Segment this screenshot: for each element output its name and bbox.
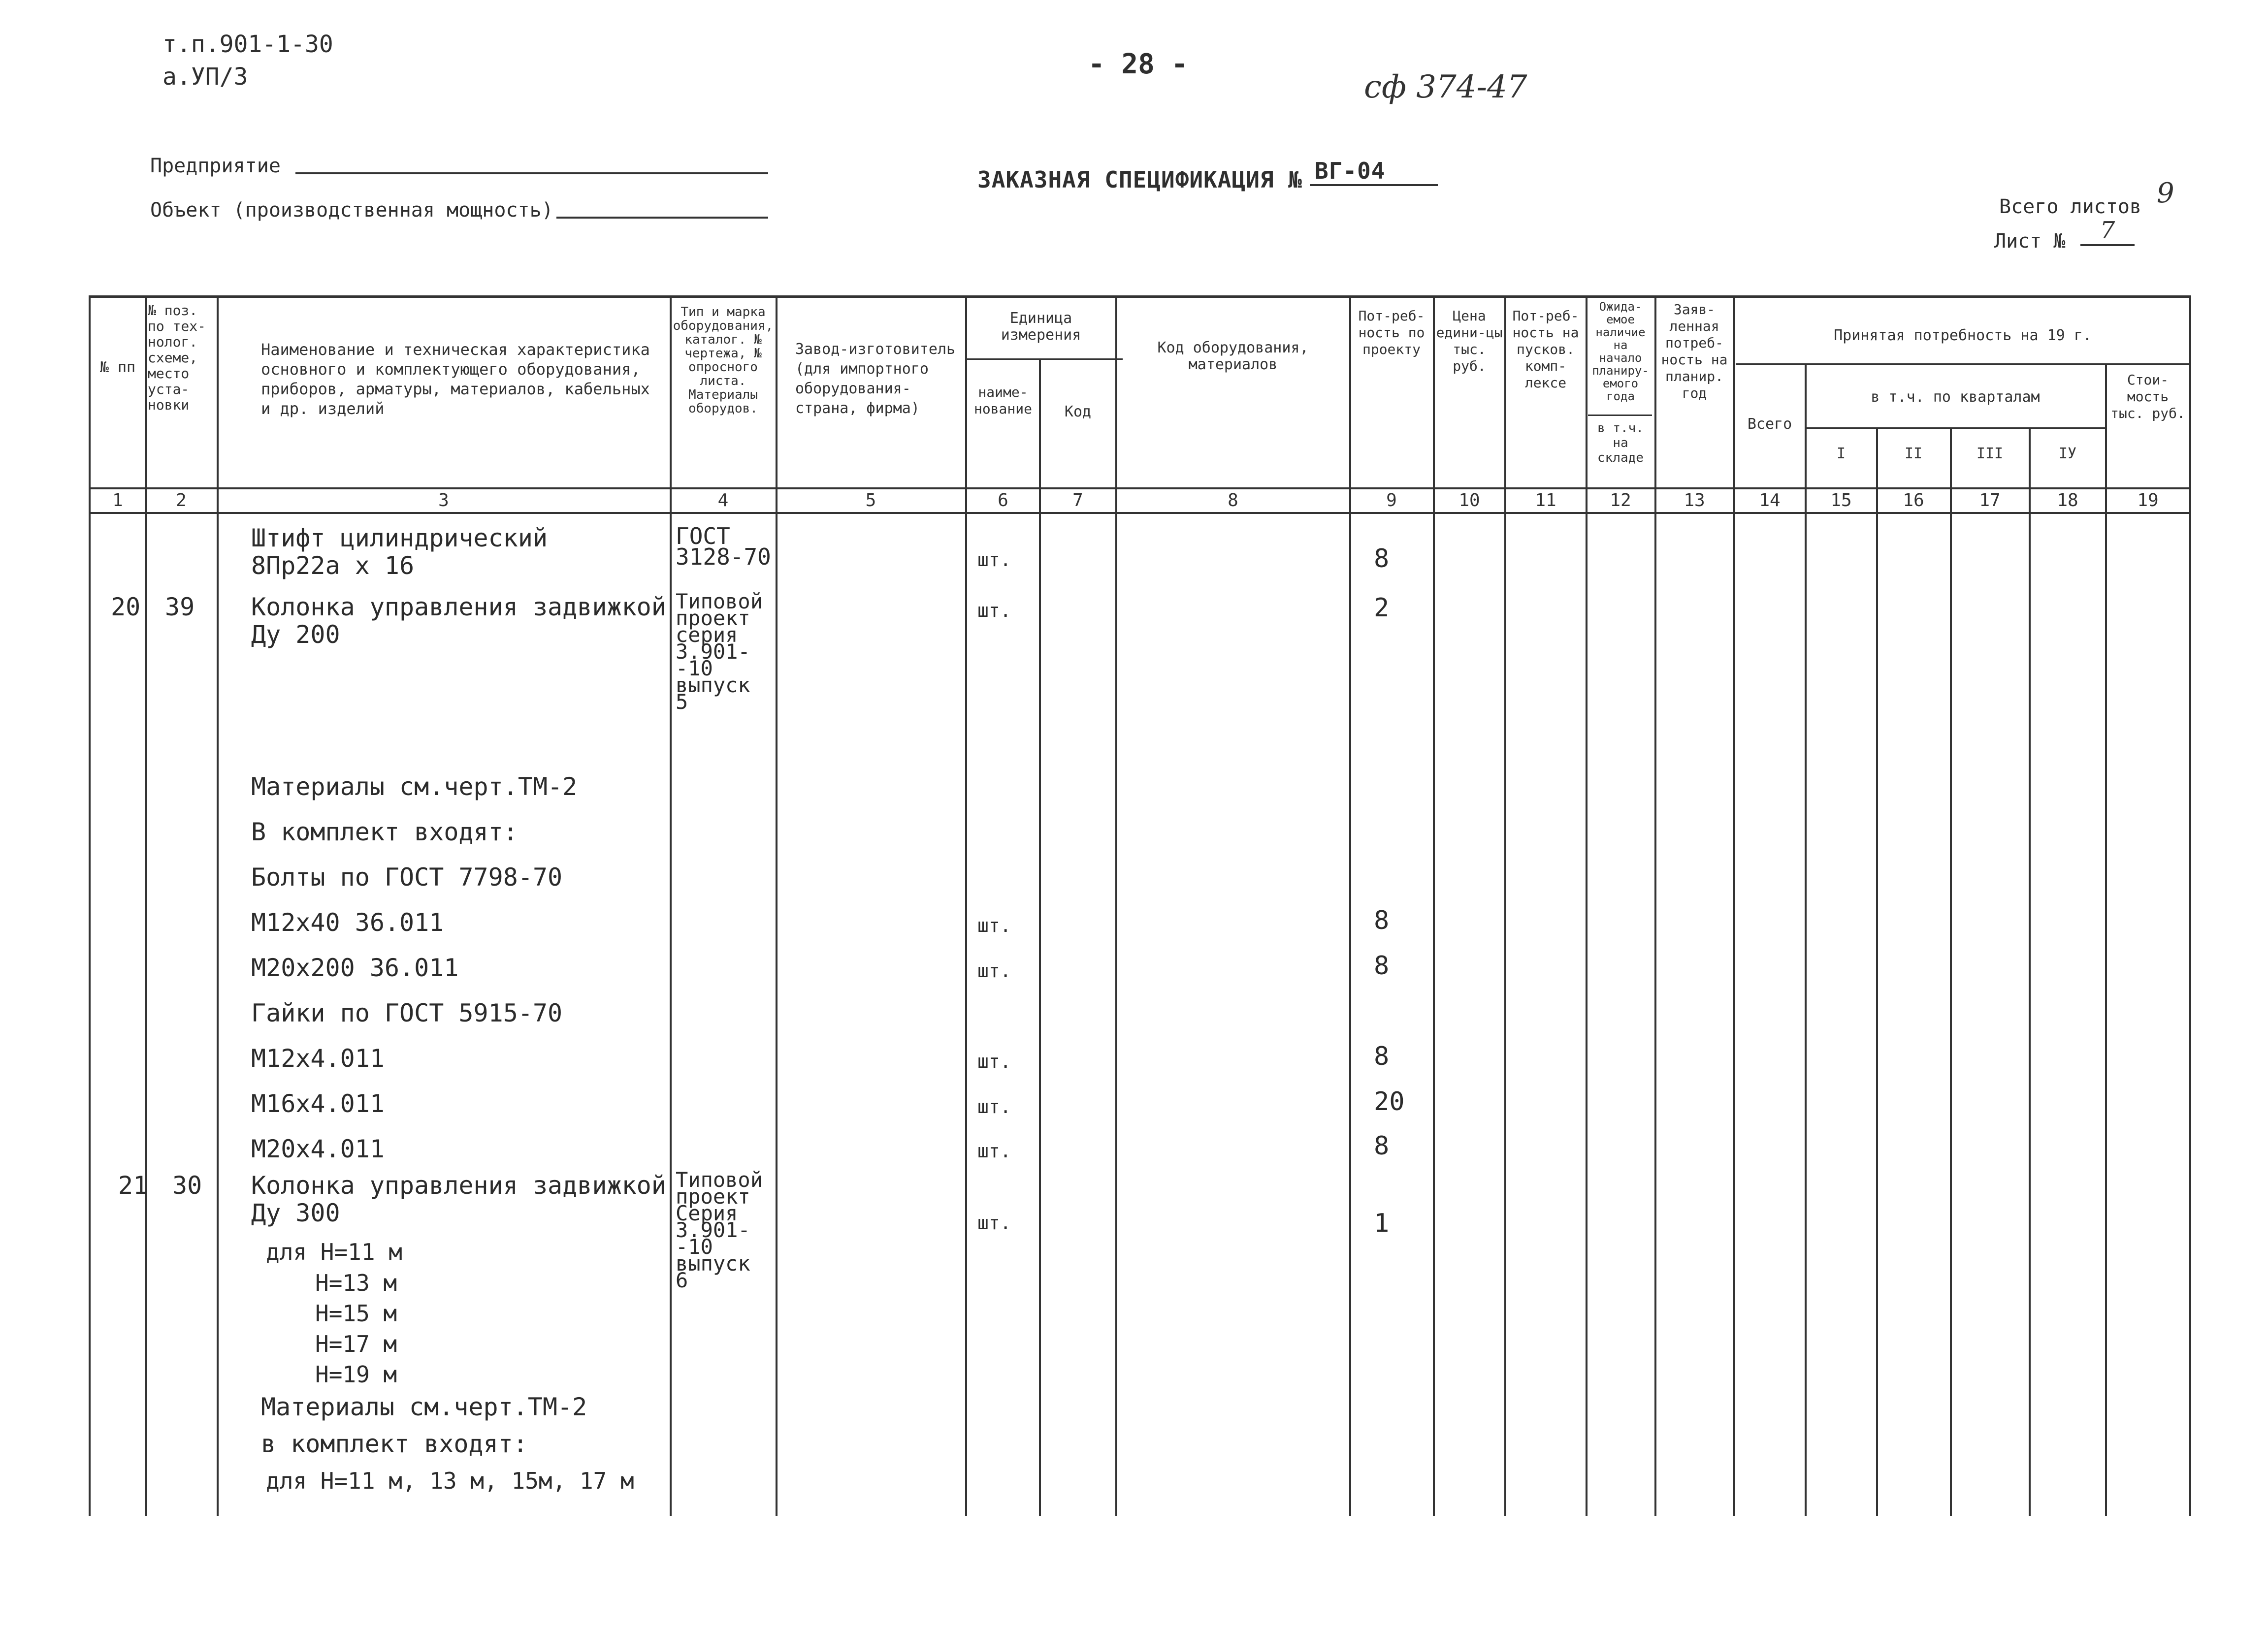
- row-4-name: В комплект входят:: [251, 818, 518, 846]
- object-line: [556, 217, 768, 219]
- row-19-name: в комплект входят:: [261, 1430, 528, 1458]
- col-number: 4: [717, 490, 729, 511]
- col-number: 8: [1228, 490, 1238, 511]
- row-6-unit: шт.: [977, 915, 1011, 936]
- row-12-type: Типовой проект Серия 3.901- -10 выпуск 6: [676, 1168, 763, 1292]
- row-12-qty: 1: [1374, 1209, 1390, 1238]
- row-6-name: М12х40 36.011: [251, 908, 444, 937]
- header-col-1: № пп: [99, 359, 136, 376]
- col-line: [89, 295, 91, 1516]
- row-2-unit: шт.: [977, 600, 1011, 621]
- object-label: Объект (производственная мощность): [150, 199, 553, 222]
- col-number: 14: [1759, 490, 1781, 511]
- row-2-number: 20: [111, 593, 141, 621]
- header-unit-group: Единица измерения: [1001, 310, 1081, 344]
- row-8-name: Гайки по ГОСТ 5915-70: [251, 999, 563, 1027]
- row-16-name: Н=17 м: [315, 1331, 397, 1357]
- row-2-name: Колонка управления задвижкой Ду 200: [251, 593, 666, 649]
- row-9-unit: шт.: [977, 1051, 1011, 1072]
- row-11-qty: 8: [1374, 1131, 1390, 1161]
- col-number: 11: [1535, 490, 1556, 511]
- row-17-name: Н=19 м: [315, 1361, 397, 1388]
- row-12-unit: шт.: [977, 1212, 1011, 1234]
- row-10-unit: шт.: [977, 1096, 1011, 1117]
- col-number: 6: [998, 490, 1008, 511]
- col-number: 19: [2137, 490, 2159, 511]
- col-number: 10: [1458, 490, 1480, 511]
- col-number: 16: [1903, 490, 1924, 511]
- table-top-border: [89, 295, 2191, 298]
- col-line: [2189, 295, 2191, 1516]
- col-number: 3: [438, 490, 449, 511]
- col-line: [1950, 427, 1952, 1516]
- row-9-name: М12х4.011: [251, 1044, 385, 1073]
- col-number: 12: [1610, 490, 1631, 511]
- col-number: 13: [1684, 490, 1705, 511]
- col-number: 9: [1386, 490, 1397, 511]
- row-15-name: Н=15 м: [315, 1300, 397, 1327]
- row-2-qty: 2: [1374, 593, 1390, 623]
- row-7-qty: 8: [1374, 951, 1390, 981]
- col-line: [965, 295, 967, 1516]
- total-sheets-label: Всего листов: [1999, 195, 2141, 218]
- header-col-10: Цена едини-цы тыс. руб.: [1436, 308, 1503, 374]
- header-accepted-group: Принятая потребность на 19 г.: [1834, 327, 2092, 344]
- row-3-name: Материалы см.черт.ТМ-2: [251, 772, 578, 801]
- header-col-19: Стои-мость тыс. руб.: [2110, 372, 2185, 421]
- col-line: [1586, 295, 1588, 1516]
- col-line: [2029, 427, 2031, 1516]
- row-9-qty: 8: [1374, 1042, 1390, 1071]
- col-line: [1039, 358, 1041, 1516]
- header-col-7: Код: [1064, 403, 1092, 420]
- header-col-15: I: [1836, 445, 1846, 462]
- row-12-number: 21: [118, 1171, 148, 1200]
- col-line: [1115, 295, 1117, 1516]
- row-18-name: Материалы см.черт.ТМ-2: [261, 1393, 587, 1421]
- enterprise-label: Предприятие: [150, 155, 281, 177]
- page-number: - 28 -: [1088, 48, 1188, 80]
- row-10-qty: 20: [1374, 1087, 1405, 1117]
- row-12-name: Колонка управления задвижкой Ду 300: [251, 1171, 666, 1227]
- header-col-16: II: [1904, 445, 1923, 462]
- row-2-position: 39: [165, 593, 195, 621]
- col-line: [776, 295, 778, 1516]
- col-number: 17: [1979, 490, 2001, 511]
- col-line: [1876, 427, 1878, 1516]
- header-col-6: наиме-нование: [973, 384, 1032, 417]
- header-col-3: Наименование и техническая характеристика основного и комплектующего оборудования, приборов, арматуры, материалов, кабельных и др. изделий: [261, 340, 650, 418]
- header-col-17: III: [1976, 445, 2004, 462]
- col-line: [670, 295, 672, 1516]
- row-10-name: М16х4.011: [251, 1089, 385, 1118]
- row-20-name: для Н=11 м, 13 м, 15м, 17 м: [266, 1468, 634, 1494]
- spec-title: ЗАКАЗНАЯ СПЕЦИФИКАЦИЯ №: [977, 166, 1302, 193]
- header-col-9: Пот-реб-ность по проекту: [1358, 308, 1425, 357]
- col-number: 2: [176, 490, 187, 511]
- stock-subheader-line: [1588, 415, 1652, 416]
- header-col-18: IУ: [2058, 445, 2077, 462]
- row-11-unit: шт.: [977, 1140, 1011, 1162]
- document-code: т.п.901-1-30: [162, 31, 333, 58]
- sheet-value: 7: [2080, 217, 2135, 246]
- row-14-name: Н=13 м: [315, 1270, 397, 1296]
- header-col-12-stock: в т.ч. на складе: [1597, 421, 1644, 465]
- handwritten-reference: сф 374-47: [1364, 69, 1527, 105]
- header-col-2: № поз. по тех-нолог. схеме, место уста-новки: [148, 302, 206, 413]
- col-line: [1805, 363, 1807, 1516]
- row-7-name: М20х200 36.011: [251, 954, 459, 982]
- col-line: [145, 295, 147, 1516]
- sheet-label: Лист №: [1994, 230, 2066, 253]
- quarter-subheader-line: [1805, 427, 2105, 429]
- row-7-unit: шт.: [977, 960, 1011, 982]
- col-line: [1654, 295, 1656, 1516]
- col-number: 18: [2057, 490, 2078, 511]
- col-line: [1433, 295, 1435, 1516]
- row-2-type: Типовой проект серия 3.901- -10 выпуск 5: [676, 589, 763, 714]
- row-13-name: для Н=11 м: [266, 1239, 402, 1265]
- col-line: [1733, 295, 1735, 1516]
- col-line: [1504, 295, 1506, 1516]
- row-5-name: Болты по ГОСТ 7798-70: [251, 863, 563, 892]
- col-line: [217, 295, 219, 1516]
- row-6-qty: 8: [1374, 906, 1390, 935]
- header-col-11: Пот-реб-ность на пусков. комп-лексе: [1512, 308, 1579, 391]
- col-number: 7: [1072, 490, 1083, 511]
- row-1-qty: 8: [1374, 544, 1390, 574]
- row-11-name: М20х4.011: [251, 1135, 385, 1163]
- enterprise-line: [295, 172, 768, 174]
- header-col-12: Ожида-емое наличие на начало планиру-емого года: [1592, 300, 1649, 403]
- col-line: [2105, 363, 2107, 1516]
- album-code: а.УП/3: [162, 63, 248, 91]
- row-1-unit: шт.: [977, 549, 1011, 571]
- header-col-14: Всего: [1747, 415, 1792, 433]
- accepted-subheader-line: [1736, 363, 2191, 365]
- total-sheets-value: 9: [2157, 177, 2174, 209]
- header-col-4: Тип и марка оборудования, каталог. № чертежа, № опросного листа. Материалы оборудов.: [673, 305, 774, 416]
- col-number: 1: [112, 490, 123, 511]
- col-line: [1349, 295, 1351, 1516]
- header-quarters-group: в т.ч. по кварталам: [1871, 388, 2040, 406]
- col-number: 15: [1830, 490, 1852, 511]
- row-1-type: ГОСТ 3128-70: [676, 523, 771, 570]
- header-col-13: Заяв-ленная потреб-ность на планир. год: [1661, 301, 1728, 401]
- row-12-position: 30: [172, 1171, 202, 1200]
- row-1-name: Штифт цилиндрический 8Пр22а х 16: [251, 524, 548, 580]
- header-col-5: Завод-изготовитель (для импортного оборудования-страна, фирма): [795, 341, 956, 417]
- col-number: 5: [865, 490, 876, 511]
- unit-subheader-line: [965, 358, 1123, 360]
- header-col-8: Код оборудования, материалов: [1157, 339, 1309, 373]
- spec-number: ВГ-04: [1310, 158, 1438, 186]
